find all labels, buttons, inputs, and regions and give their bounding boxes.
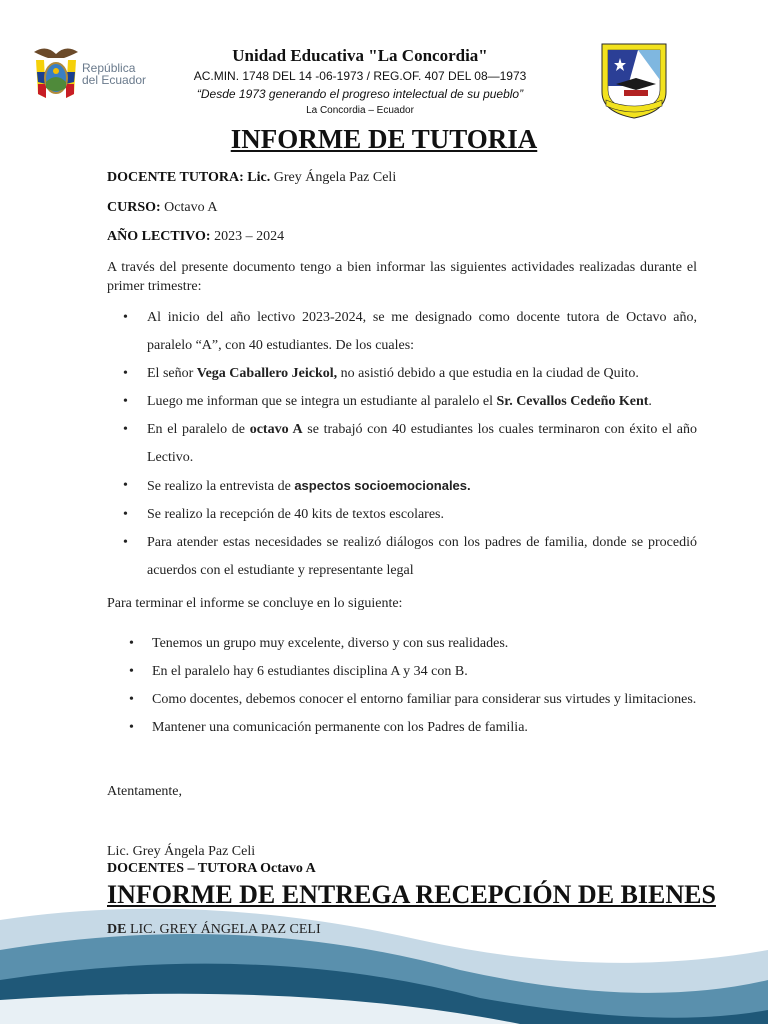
document-header: [160, 45, 560, 119]
activity-text: En el paralelo de: [147, 422, 250, 437]
signature-role: DOCENTES – TUTORA Octavo A: [107, 861, 316, 876]
activity-text: Al inicio del año lectivo 2023-2024, se me designado como docente tutora de Octavo año, paralelo “A”, con 40 estudiantes. De los cuales:: [147, 310, 697, 353]
tutor-value: Grey Ángela Paz Celi: [270, 170, 397, 185]
tutor-label: DOCENTE TUTORA:: [107, 170, 244, 185]
list-item: [107, 388, 697, 416]
school-motto: “Desde 1973 generando el progreso intelectual de su pueblo”: [196, 87, 524, 101]
course-field: [107, 200, 217, 216]
closing-text: Atentamente,: [107, 784, 183, 799]
list-item: • Tenemos un grupo muy excelente, diverso y con sus realidades.: [107, 630, 697, 658]
activity-text: Para atender estas necesidades se realizó diálogos con los padres de familia, donde se procedió acuerdos con el estudiante y representante legal: [147, 535, 697, 578]
signature-name: Lic. Grey Ángela Paz Celi: [107, 844, 256, 859]
from-value: LIC. GREY ÁNGELA PAZ CELI: [126, 922, 321, 937]
student-name: Sr. Cevallos Cedeño Kent: [496, 394, 649, 409]
list-item: • Como docentes, debemos conocer el entorno familiar para considerar sus virtudes y limitaciones.: [107, 686, 697, 714]
list-item: • Mantener una comunicación permanente con los Padres de familia.: [107, 714, 697, 742]
activity-text: no asistió debido a que estudia en la ciudad de Quito.: [337, 366, 639, 381]
list-item: [107, 304, 697, 360]
activity-text: Luego me informan que se integra un estudiante al paralelo el: [147, 394, 497, 409]
activity-text: Se realizo la entrevista de: [147, 479, 295, 494]
logo-text-ecuador: del Ecuador: [82, 73, 147, 87]
school-year-field: [107, 229, 284, 245]
list-item: [107, 501, 697, 529]
school-year-label: AÑO LECTIVO:: [107, 229, 211, 244]
student-name: Vega Caballero Jeickol,: [196, 366, 338, 381]
from-field: [107, 922, 321, 938]
activity-text: .: [648, 394, 652, 409]
conclusions-list: [107, 630, 697, 742]
activity-text: se trabajó con 40 estudiantes los cuales terminaron con éxito el año Lectivo.: [147, 422, 698, 465]
activity-text: El señor: [147, 366, 197, 381]
school-year-value: 2023 – 2024: [210, 229, 285, 244]
second-report-title: INFORME DE ENTREGA RECEPCIÓN DE BIENES: [107, 880, 716, 909]
school-shield-logo: [598, 40, 670, 120]
activity-text: Se realizo la recepción de 40 kits de textos escolares.: [147, 507, 444, 522]
school-location: La Concordia – Ecuador: [306, 105, 414, 116]
activities-list: [107, 304, 697, 585]
signature-block: [107, 843, 316, 877]
school-name: Unidad Educativa "La Concordia": [232, 46, 488, 65]
list-item: • En el paralelo hay 6 estudiantes disciplina A y 34 con B.: [107, 658, 697, 686]
list-item: [107, 472, 697, 501]
logo-text-republica: República: [82, 61, 136, 75]
registration-line: AC.MIN. 1748 DEL 14 -06-1973 / REG.OF. 407 DEL 08—1973: [193, 69, 527, 83]
from-label: DE: [107, 922, 127, 937]
course-label: CURSO:: [107, 200, 161, 215]
course-value: Octavo A: [160, 200, 218, 215]
republica-ecuador-logo: [30, 42, 150, 104]
tutor-field: [107, 170, 396, 186]
course-name: octavo A: [249, 422, 303, 437]
activity-highlight: aspectos socioemocionales.: [294, 478, 471, 493]
shield-icon: [598, 40, 670, 120]
report-title: INFORME DE TUTORIA: [230, 124, 538, 154]
conclusion-intro: Para terminar el informe se concluye en lo siguiente:: [107, 596, 403, 611]
list-item: [107, 416, 697, 472]
list-item: [107, 360, 697, 388]
intro-paragraph: A través del presente documento tengo a bien informar las siguientes actividades realizadas durante el primer trimestre:: [107, 260, 697, 294]
tutor-prefix: Lic.: [247, 170, 271, 185]
list-item: [107, 529, 697, 585]
